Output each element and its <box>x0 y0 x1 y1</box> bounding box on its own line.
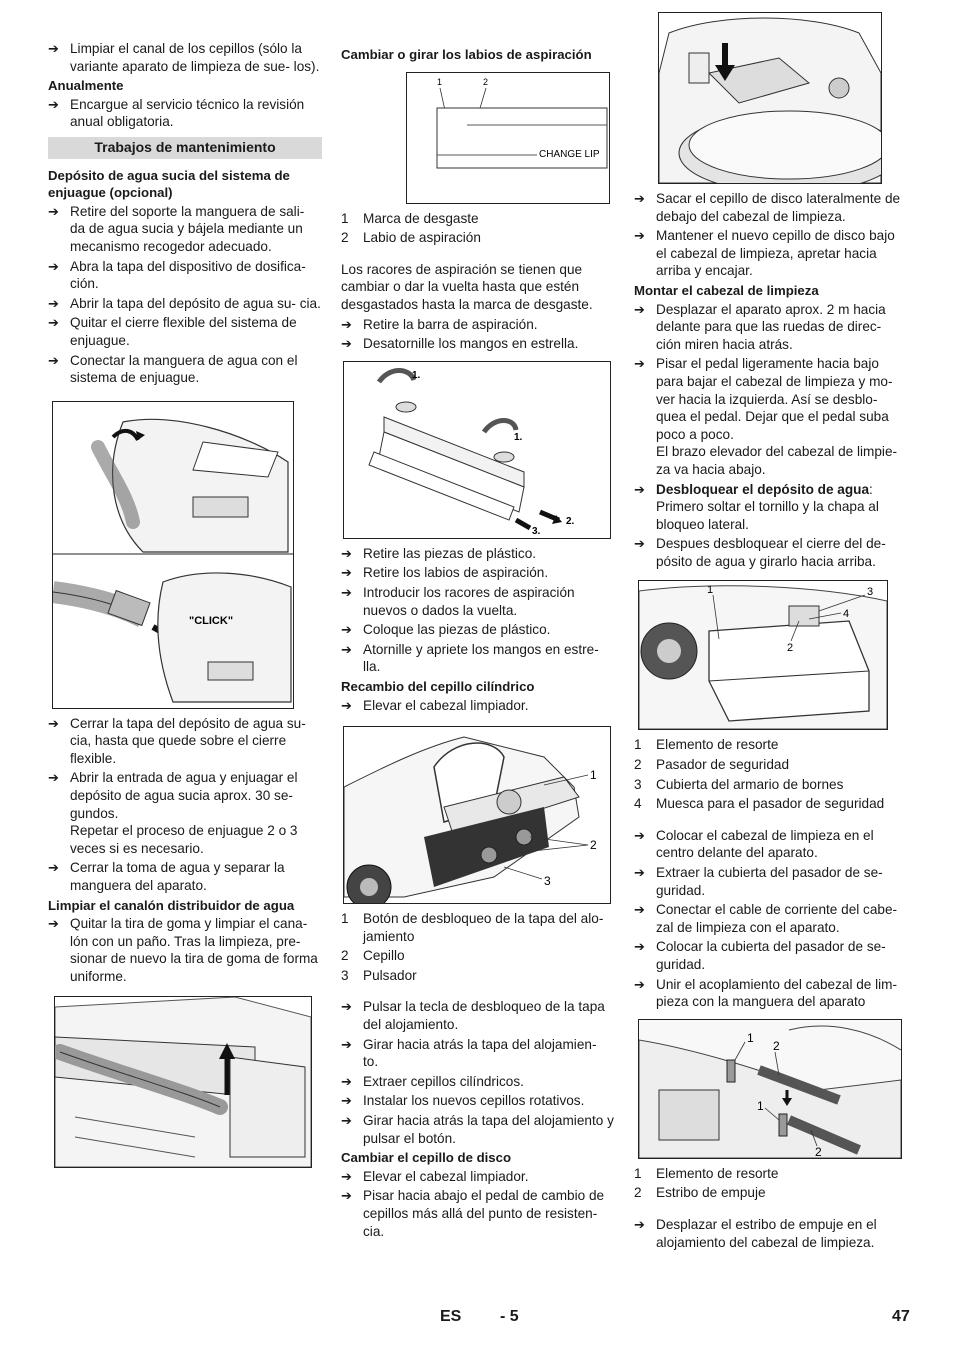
arrow-icon: ➔ <box>634 356 645 372</box>
arrow-icon: ➔ <box>341 565 352 581</box>
disc-brush-pedal-illustration <box>659 13 881 183</box>
bullet: ➔ Pulsar la tecla de desbloqueo de la tapa del alojamiento. <box>341 999 605 1033</box>
arrow-icon: ➔ <box>634 1216 645 1232</box>
push-bracket-illustration <box>639 1020 901 1158</box>
paragraph: Los racores de aspiración se tienen que cambiar o dar la vuelta hasta que estén desgastados hasta la marca de desgaste. <box>341 261 593 312</box>
label-2: 2 <box>483 76 489 87</box>
bullet: ➔ Despues desbloquear el cierre del de- pósito de agua y girarlo hacia arriba. <box>634 536 886 569</box>
arrow-icon: ➔ <box>634 301 645 317</box>
arrow-icon: ➔ <box>634 902 645 918</box>
arrow-icon: ➔ <box>634 976 645 992</box>
bullet: ➔ Elevar el cabezal limpiador. <box>341 1168 529 1184</box>
legend-item: 1 Marca de desgaste <box>341 210 479 226</box>
arrow-icon: ➔ <box>48 96 59 112</box>
page-number: 47 <box>892 1308 910 1325</box>
arrow-icon: ➔ <box>634 536 645 552</box>
arrow-icon: ➔ <box>48 203 59 219</box>
arrow-icon: ➔ <box>48 715 59 731</box>
column-3 <box>634 12 908 1253</box>
bullet: ➔ Atornille y apriete los mangos en estre- lla. <box>341 641 599 675</box>
figure-water-tank <box>638 580 888 730</box>
arrow-icon: ➔ <box>341 999 352 1015</box>
arrow-icon: ➔ <box>341 545 352 561</box>
bullet: ➔ Pisar hacia abajo el pedal de cambio de cepillos más allá del punto de resisten- cia. <box>341 1188 605 1239</box>
bullet: ➔ Desbloquear el depósito de agua: Primero soltar el tornillo y la chapa al bloqueo lateral. <box>634 481 879 532</box>
label-2: 2 <box>773 1038 780 1053</box>
bullet: ➔ Desplazar el aparato aprox. 2 m hacia delante para que las ruedas de direc- ción miren hacia atrás. <box>634 301 886 352</box>
arrow-icon: ➔ <box>341 336 352 352</box>
bullet: ➔ Desplazar el estribo de empuje en el alojamiento del cabezal de limpieza. <box>634 1216 877 1250</box>
bullet: ➔ Extraer cepillos cilíndricos. <box>341 1073 524 1089</box>
arrow-icon: ➔ <box>341 1036 352 1052</box>
arrow-icon: ➔ <box>341 1168 352 1184</box>
bullet: ➔ Colocar la cubierta del pasador de se- guridad. <box>634 939 886 972</box>
step-2-label: 2. <box>566 515 575 527</box>
bullet: ➔ Unir el acoplamiento del cabezal de lim- pieza con la manguera del aparato <box>634 976 898 1010</box>
figure-water-channel <box>54 996 312 1168</box>
arrow-icon: ➔ <box>341 1113 352 1129</box>
label-1: 1 <box>437 76 443 87</box>
bullet: ➔ Extraer la cubierta del pasador de se- guridad. <box>634 865 883 898</box>
label-3: 3 <box>544 874 551 889</box>
arrow-icon: ➔ <box>48 770 59 786</box>
bullet: ➔ Limpiar el canal de los cepillos (sólo la variante aparato de limpieza de sue- los). <box>48 41 320 74</box>
figure-disc-brush-pedal <box>658 12 882 184</box>
cylinder-brush-illustration <box>344 727 610 903</box>
arrow-icon: ➔ <box>48 315 59 331</box>
heading: Depósito de agua sucia del sistema de enjuague (opcional) <box>48 167 290 201</box>
heading: Anualmente <box>48 78 124 94</box>
arrow-icon: ➔ <box>634 191 645 206</box>
legend-item: 1 Elemento de resorte <box>634 737 779 753</box>
arrow-icon: ➔ <box>341 316 352 332</box>
page-footer <box>0 1308 954 1332</box>
heading: Cambiar el cepillo de disco <box>341 1150 512 1166</box>
arrow-icon: ➔ <box>634 865 645 881</box>
column-1 <box>48 40 322 1174</box>
label-1: 1 <box>757 1098 764 1113</box>
bullet: ➔ Girar hacia atrás la tapa del alojamien- to. <box>341 1036 597 1070</box>
water-channel-illustration <box>55 997 311 1167</box>
arrow-icon: ➔ <box>634 481 645 497</box>
arrow-icon: ➔ <box>341 1073 352 1089</box>
arrow-icon: ➔ <box>341 1093 352 1109</box>
bullet: ➔ Girar hacia atrás la tapa del alojamiento y pulsar el botón. <box>341 1113 614 1146</box>
arrow-icon: ➔ <box>634 228 645 244</box>
bullet: ➔ Conectar el cable de corriente del cabe- zal de limpieza con el aparato. <box>634 902 898 935</box>
bullet: ➔ Retire los labios de aspiración. <box>341 565 549 581</box>
arrow-icon: ➔ <box>48 258 59 274</box>
arrow-icon: ➔ <box>341 641 352 657</box>
section-number: - 5 <box>500 1308 519 1325</box>
step-3-label: 3. <box>532 525 541 537</box>
legend-item: 2 Cepillo <box>341 948 405 964</box>
legend-item: 3 Pulsador <box>341 967 417 983</box>
column-2 <box>341 40 615 1242</box>
legend-item: 1 Botón de desbloqueo de la tapa del alo- jamiento <box>341 911 604 944</box>
arrow-icon: ➔ <box>48 41 59 56</box>
bullet: ➔ Abrir la entrada de agua y enjuagar el depósito de agua sucia aprox. 30 se- gundos. Repetar el proceso de enjuague 2 o 3 veces si es necesario. <box>48 770 298 856</box>
arrow-icon: ➔ <box>634 939 645 955</box>
step-1-label: 1. <box>514 431 523 443</box>
hose-connection-illustration <box>53 402 293 708</box>
bullet: ➔ Abrir la tapa del depósito de agua su- cia. <box>48 295 321 311</box>
heading: Montar el cabezal de limpieza <box>634 282 819 298</box>
bullet: ➔ Pisar el pedal ligeramente hacia bajo para bajar el cabezal de limpieza y mo- ver hacia la izquierda. Así se desblo- quea el pedal. Dejar que el pedal suba poco a poco. El brazo elevador del cabezal de limpie- za va hacia abajo. <box>634 356 898 477</box>
label-2: 2 <box>815 1144 822 1158</box>
section-band: Trabajos de mantenimiento <box>48 137 322 159</box>
bullet: ➔ Conectar la manguera de agua con el sistema de enjuague. <box>48 352 298 386</box>
bullet: ➔ Mantener el nuevo cepillo de disco bajo el cabezal de limpieza, apretar hacia arriba y encajar. <box>634 228 895 279</box>
change-lip-label: CHANGE LIP <box>539 148 600 160</box>
bullet: ➔ Retire del soporte la manguera de sali- da de agua sucia y bájela mediante un mecanismo recogedor adecuado. <box>48 203 305 254</box>
bullet: ➔ Elevar el cabezal limpiador. <box>341 697 529 713</box>
bullet: ➔ Retire las piezas de plástico. <box>341 545 537 561</box>
arrow-icon: ➔ <box>48 860 59 876</box>
heading: Limpiar el canalón distribuidor de agua <box>48 897 295 913</box>
legend-item: 2 Pasador de seguridad <box>634 757 790 773</box>
label-3: 3 <box>867 586 874 599</box>
figure-push-bracket <box>638 1019 902 1159</box>
bullet: ➔ Quitar la tira de goma y limpiar el cana- lón con un paño. Tras la limpieza, pre- sionar de nuevo la tira de goma de forma uniforme. <box>48 916 318 984</box>
arrow-icon: ➔ <box>341 622 352 638</box>
arrow-icon: ➔ <box>341 584 352 600</box>
figure-cylinder-brush <box>343 726 611 904</box>
label-1: 1 <box>747 1030 754 1045</box>
arrow-icon: ➔ <box>341 697 352 713</box>
label-1: 1 <box>590 768 597 783</box>
water-tank-illustration <box>639 581 887 729</box>
label-2: 2 <box>590 838 597 853</box>
label-4: 4 <box>843 608 850 621</box>
arrow-icon: ➔ <box>48 352 59 368</box>
legend-item: 1 Elemento de resorte <box>634 1165 779 1181</box>
change-lip-illustration <box>407 73 609 203</box>
bullet: ➔ Introducir los racores de aspiración nuevos o dados la vuelta. <box>341 584 575 618</box>
bullet: ➔ Cerrar la toma de agua y separar la manguera del aparato. <box>48 860 285 894</box>
bullet: ➔ Cerrar la tapa del depósito de agua su- cia, hasta que quede sobre el cierre flexible. <box>48 715 306 766</box>
arrow-icon: ➔ <box>48 916 59 932</box>
heading: Cambiar o girar los labios de aspiración <box>341 47 592 62</box>
legend-item: 2 Labio de aspiración <box>341 230 481 246</box>
arrow-icon: ➔ <box>48 295 59 311</box>
label-1: 1 <box>707 584 714 597</box>
figure-hose-connection <box>52 401 294 709</box>
step-1-label: 1. <box>412 369 421 381</box>
figure-change-lip <box>406 72 610 204</box>
bullet: ➔ Retire la barra de aspiración. <box>341 316 538 332</box>
arrow-icon: ➔ <box>634 827 645 843</box>
bullet: ➔ Sacar el cepillo de disco lateralmente de debajo del cabezal de limpieza. <box>634 191 901 224</box>
legend-item: 2 Estribo de empuje <box>634 1185 766 1201</box>
bullet: ➔ Instalar los nuevos cepillos rotativos. <box>341 1093 585 1109</box>
bullet: ➔ Quitar el cierre flexible del sistema de enjuague. <box>48 315 297 348</box>
bullet: ➔ Encargue al servicio técnico la revisión anual obligatoria. <box>48 96 305 130</box>
bullet: ➔ Abra la tapa del dispositivo de dosifica- ción. <box>48 258 306 292</box>
suction-bar-illustration <box>344 362 610 538</box>
bullet: ➔ Desatornille los mangos en estrella. <box>341 336 579 352</box>
language-code: ES <box>440 1308 462 1325</box>
legend-item: 4 Muesca para el pasador de seguridad <box>634 796 885 812</box>
bullet: ➔ Colocar el cabezal de limpieza en el centro delante del aparato. <box>634 827 874 861</box>
label-2: 2 <box>787 642 794 655</box>
click-label: "CLICK" <box>189 614 234 627</box>
arrow-icon: ➔ <box>341 1188 352 1204</box>
figure-suction-bar <box>343 361 611 539</box>
bullet: ➔ Coloque las piezas de plástico. <box>341 622 551 638</box>
heading: Recambio del cepillo cilíndrico <box>341 678 535 694</box>
legend-item: 3 Cubierta del armario de bornes <box>634 776 844 792</box>
